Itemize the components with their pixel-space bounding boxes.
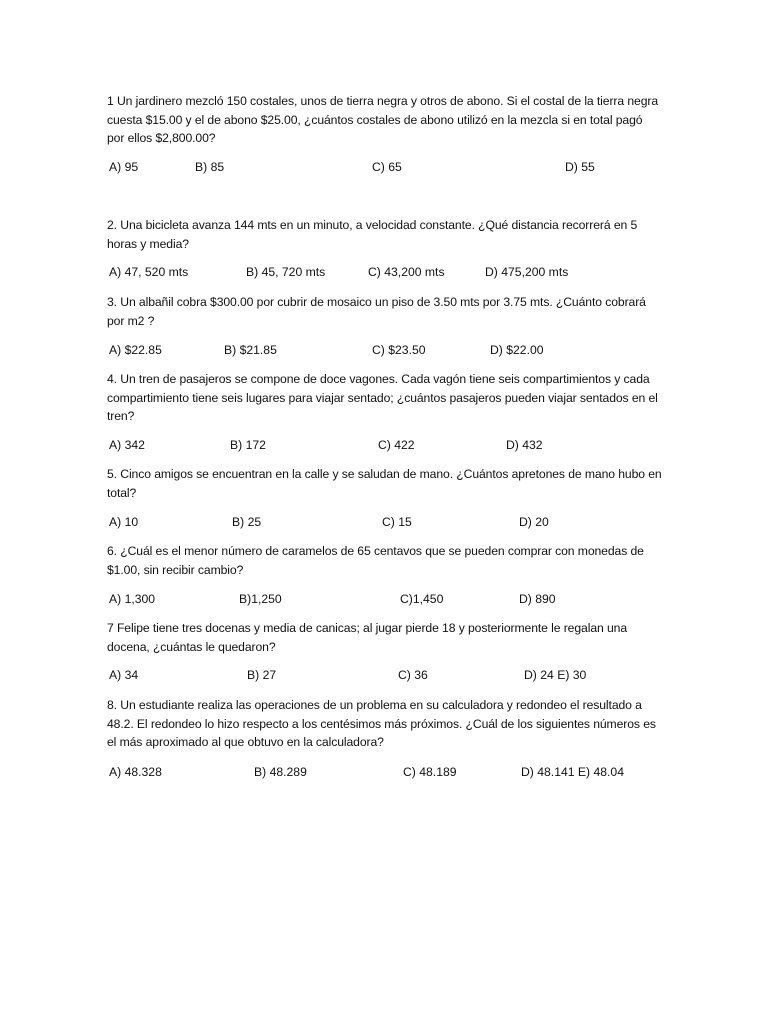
question-3-text: 3. Un albañil cobra $300.00 por cubrir de mosaico un piso de 3.50 mts por 3.75 mts. ¿Cuánto cobrará por m2 ? xyxy=(107,295,646,328)
question-4-option-b: B) 172 xyxy=(230,438,266,452)
question-7-option-d: D) 24 E) 30 xyxy=(524,668,587,682)
question-6-options xyxy=(109,590,669,608)
question-3-options xyxy=(109,341,669,359)
question-5-option-c: C) 15 xyxy=(382,515,412,529)
question-1-option-a: A) 95 xyxy=(109,160,139,174)
question-5-text: 5. Cinco amigos se encuentran en la calle y se saludan de mano. ¿Cuántos apretones de mano hubo en total? xyxy=(107,467,662,500)
question-7-option-c: C) 36 xyxy=(398,668,428,682)
question-4-option-a: A) 342 xyxy=(109,438,145,452)
question-1-options xyxy=(109,158,669,176)
question-8-option-c: C) 48.189 xyxy=(403,765,457,779)
question-8-option-b: B) 48.289 xyxy=(254,765,307,779)
question-7-text: 7 Felipe tiene tres docenas y media de canicas; al jugar pierde 18 y posteriormente le regalan una docena, ¿cuántas le quedaron? xyxy=(107,621,627,654)
question-2-option-d: D) 475,200 mts xyxy=(485,265,569,279)
question-2-option-b: B) 45, 720 mts xyxy=(246,265,326,279)
question-2-options xyxy=(109,263,669,281)
question-7-option-a: A) 34 xyxy=(109,668,139,682)
question-1-option-b: B) 85 xyxy=(195,160,225,174)
question-6-option-a: A) 1,300 xyxy=(109,592,156,606)
question-1-option-c: C) 65 xyxy=(372,160,402,174)
question-3-option-c: C) $23.50 xyxy=(372,343,426,357)
question-4-text: 4. Un tren de pasajeros se compone de doce vagones. Cada vagón tiene seis compartimientos y cada compartimiento tiene seis lugares para viajar sentado; ¿cuántos pasajeros pueden viajar sentados en el tren? xyxy=(107,372,658,423)
question-6-option-b: B)1,250 xyxy=(239,592,282,606)
question-5-option-a: A) 10 xyxy=(109,515,139,529)
question-7-option-b: B) 27 xyxy=(247,668,277,682)
question-3-option-d: D) $22.00 xyxy=(490,343,544,357)
question-5-option-d: D) 20 xyxy=(519,515,549,529)
question-3-option-b: B) $21.85 xyxy=(224,343,277,357)
question-2-option-a: A) 47, 520 mts xyxy=(109,265,189,279)
question-8-options xyxy=(109,763,669,781)
question-1-option-d: D) 55 xyxy=(565,160,595,174)
question-8-text: 8. Un estudiante realiza las operaciones de un problema en su calculadora y redondeo el resultado a 48.2. El redondeo lo hizo respecto a los centésimos más próximos. ¿Cuál de los siguientes números es el más aproximado al que obtuvo en la calculadora? xyxy=(107,698,656,749)
question-6-option-d: D) 890 xyxy=(519,592,556,606)
question-6-text: 6. ¿Cuál es el menor número de caramelos de 65 centavos que se pueden comprar con monedas de $1.00, sin recibir cambio? xyxy=(107,544,644,577)
question-7-options xyxy=(109,666,669,684)
question-4-option-c: C) 422 xyxy=(378,438,415,452)
question-5-options xyxy=(109,513,669,531)
question-3-option-a: A) $22.85 xyxy=(109,343,162,357)
question-1-text: 1 Un jardinero mezcló 150 costales, unos de tierra negra y otros de abono. Si el costal de la tierra negra cuesta $15.00 y el de abono $25.00, ¿cuántos costales de abono utilizó en la mezcla si en total pagó por ellos $2,800.00? xyxy=(107,94,659,145)
question-6-option-c: C)1,450 xyxy=(400,592,444,606)
question-4-options xyxy=(109,436,669,454)
question-2-option-c: C) 43,200 mts xyxy=(368,265,445,279)
question-4-option-d: D) 432 xyxy=(506,438,543,452)
question-8-option-d: D) 48.141 E) 48.04 xyxy=(521,765,624,779)
question-5-option-b: B) 25 xyxy=(232,515,262,529)
question-2-text: 2. Una bicicleta avanza 144 mts en un minuto, a velocidad constante. ¿Qué distancia recorrerá en 5 horas y media? xyxy=(107,218,638,251)
question-8-option-a: A) 48.328 xyxy=(109,765,162,779)
